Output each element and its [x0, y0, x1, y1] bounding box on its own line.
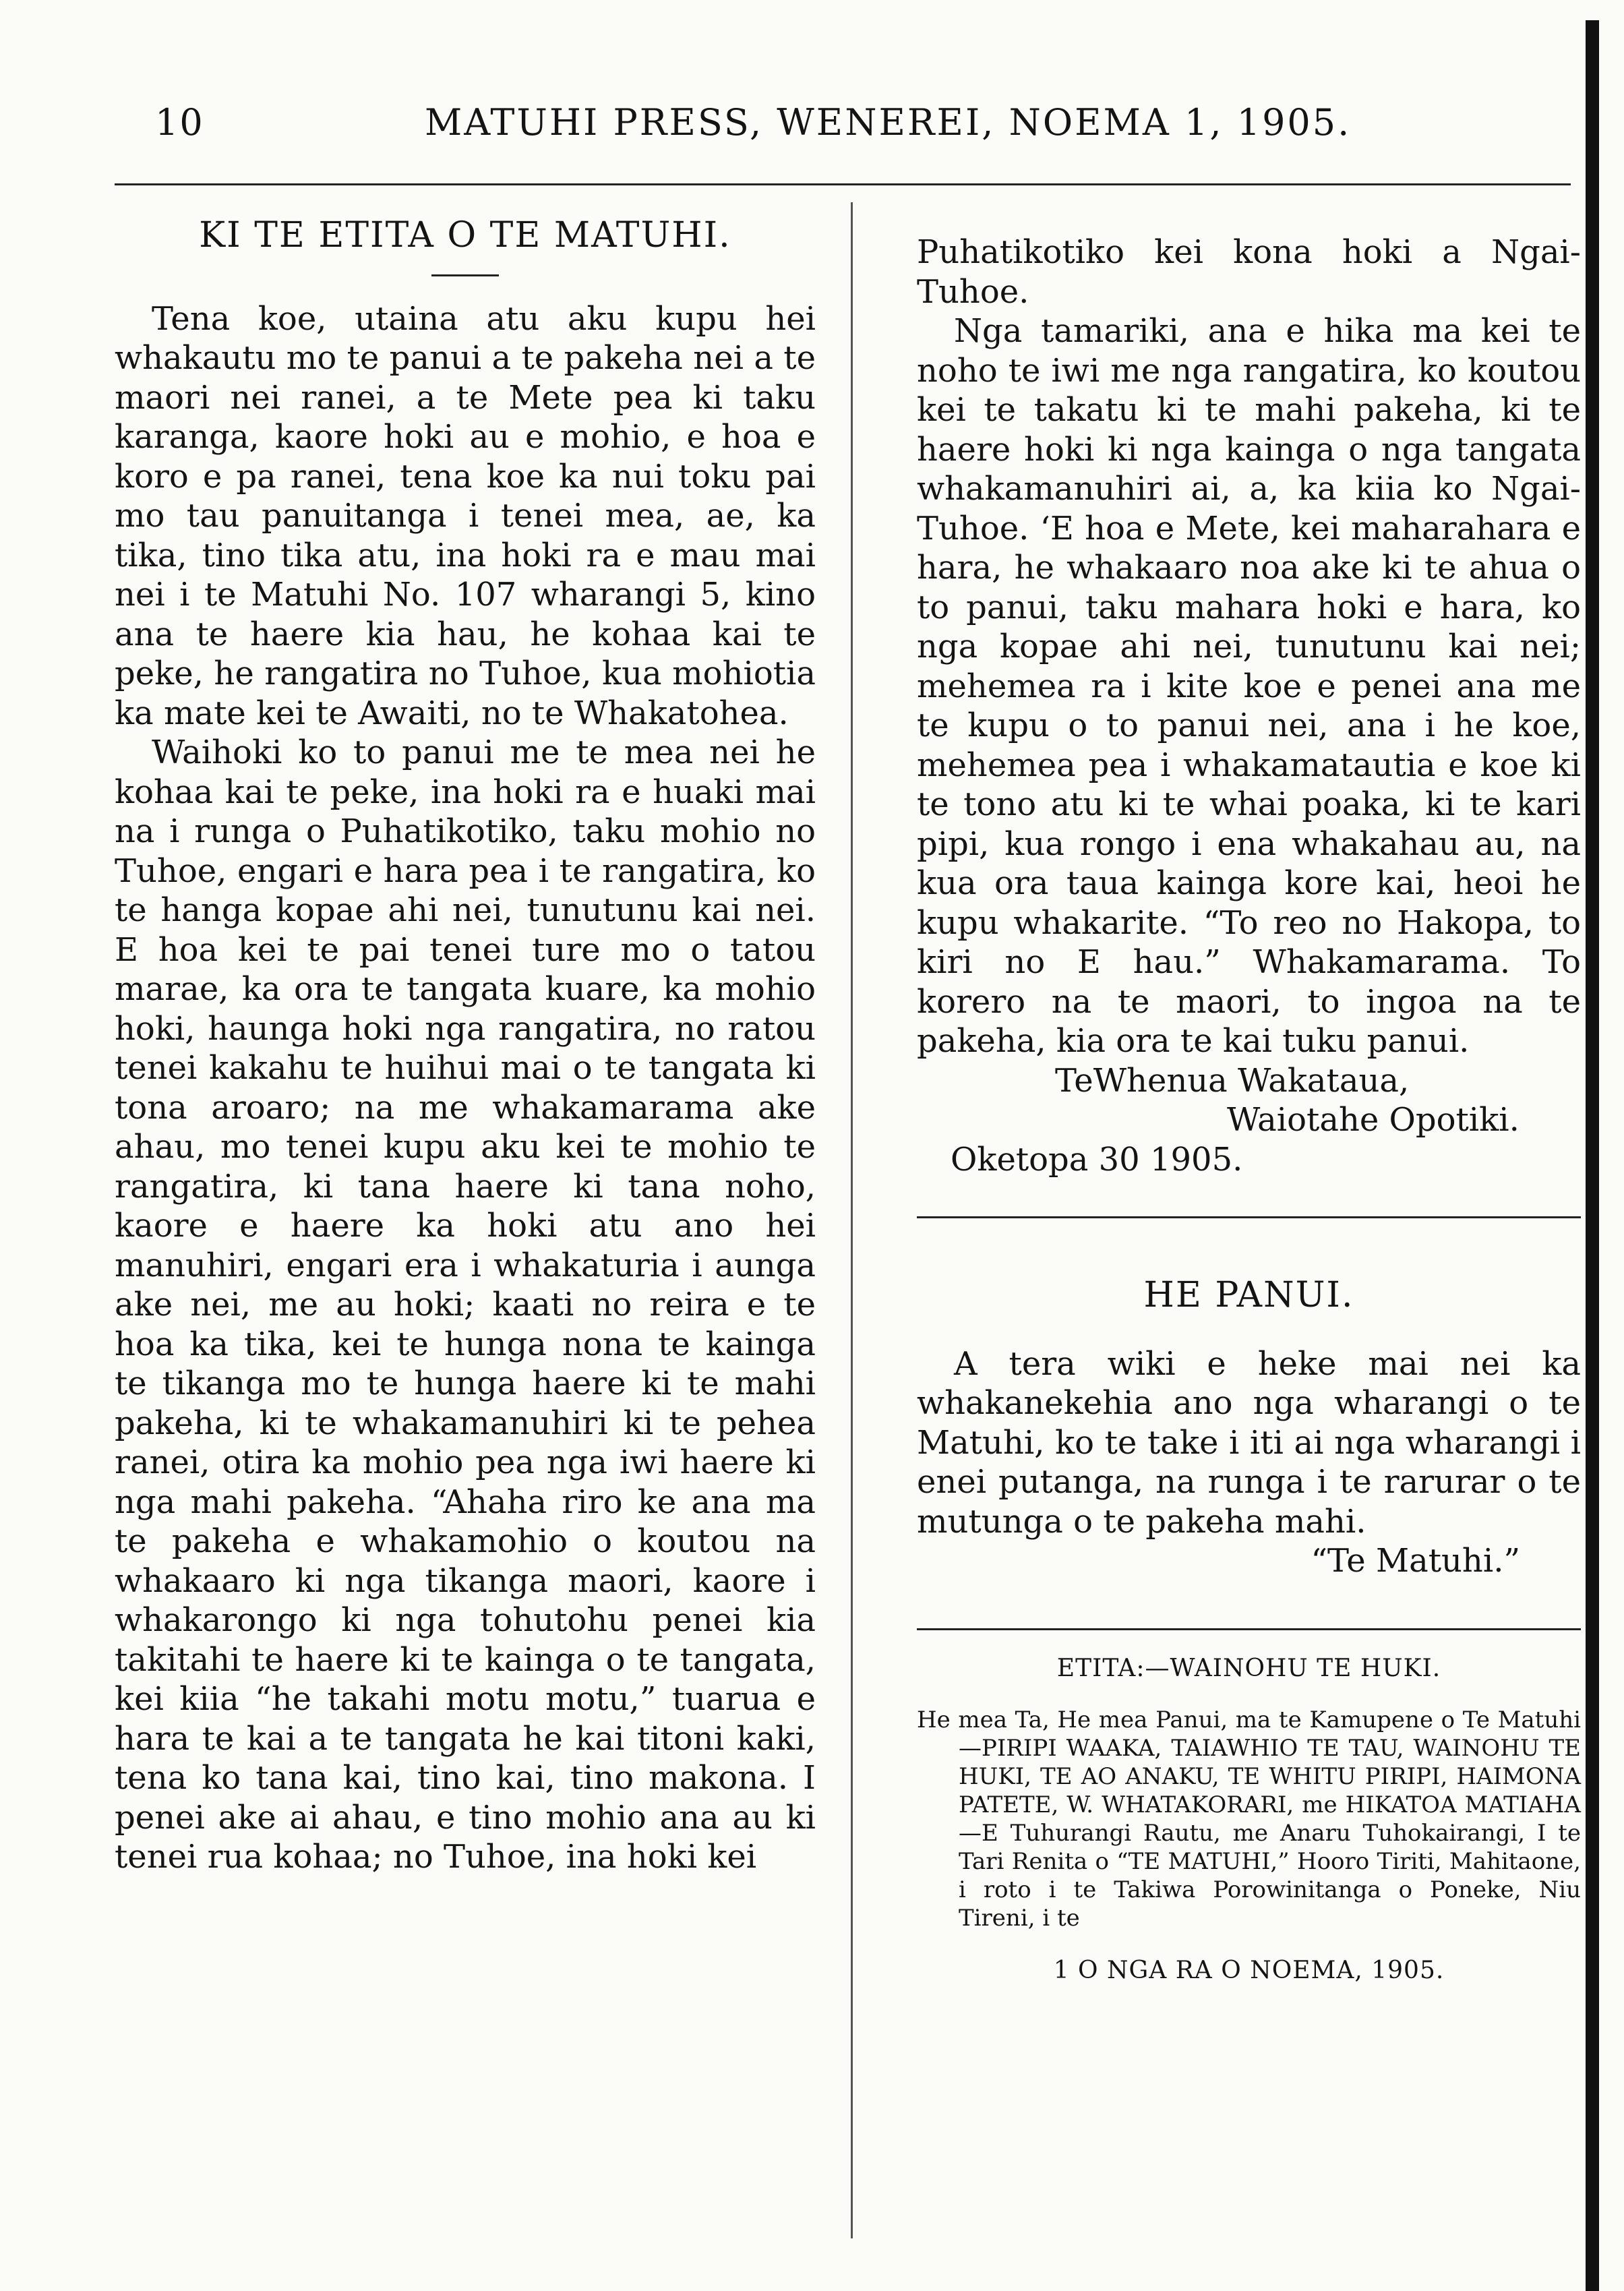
section-rule [917, 1216, 1581, 1218]
masthead [917, 1655, 1581, 1985]
notice-body: A tera wiki e heke mai nei ka whakanekehia ano nga wharangi o te Matuhi, ko te take i iti ai nga wharangi i enei putanga, na runga i te rarurar o te mutunga o te pakeha mahi. [917, 1344, 1581, 1541]
letter-paragraph: Waihoki ko to panui me te mea nei he kohaa kai te peke, ina hoki ra e huaki mai na i runga o Puhatikotiko, taku mohio no Tuhoe, engari e hara pea i te rangatira, ko te hanga kopae ahi nei, tunutunu kai nei. E hoa kei te pai tenei ture mo o tatou marae, ka ora te tangata kuare, ka mohio hoki, haunga hoki nga rangatira, no ratou tenei kakahu te huihui mai o te tangata ki tona aroaro; na me whakamarama ake ahau, mo tenei kupu aku kei te mohio te rangatira, ki tana haere ki tana noho, kaore e haere ka hoki atu ano hei manuhiri, engari era i whakaturia i aunga ake nei, me au hoki; kaati no reira e te hoa ka tika, kei te hunga nona te kainga te tikanga mo te hunga haere ki te mahi pakeha, ki te whakamanuhiri ki te pehea ranei, otira ka mohio pea nga iwi haere ki nga mahi pakeha. “Ahaha riro ke ana ma te pakeha e whakamohio o koutou na whakaaro ki nga tikanga maori, kaore i whakarongo ki nga tohutohu penei kia takitahi te haere ki te kainga o te tangata, kei kiia “he takahi motu motu,” tuarua e hara te kai a te tangata he kai titoni kaki, tena ko tana kai, tino kai, tino makona. I penei ake ai ahau, e tino mohio ana au ki tenei rua kohaa; no Tuhoe, ina hoki kei [115, 734, 816, 1876]
newspaper-title: MATUHI PRESS, WENEREI, NOEMA 1, 1905. [425, 101, 1352, 144]
notice-signature: “Te Matuhi.” [1311, 1542, 1520, 1580]
letter-paragraph: Tena koe, utaina atu aku kupu hei whakautu mo te panui a te pakeha nei a te maori nei ranei, a te Mete pea ki taku karanga, kaore hoki au e mohio, e hoa e koro e pa ranei, tena koe ka nui toku pai mo tau panuitanga i tenei mea, ae, ka tika, tino tika atu, ina hoki ra e mau mai nei i te Matuhi No. 107 wharangi 5, kino ana te haere kia hau, he kohaa kai te peke, he rangatira no Tuhoe, kua mohiotia ka mate kei te Awaiti, no te Whakatohea. [115, 299, 816, 732]
page-number: 10 [155, 101, 204, 144]
letter-heading: KI TE ETITA O TE MATUHI. [199, 215, 731, 256]
column-divider [851, 202, 853, 2238]
masthead-date: 1 O NGA RA O NOEMA, 1905. [1053, 1956, 1445, 1984]
letter-paragraph: Puhatikotiko kei kona hoki a Ngai-Tuhoe. [917, 233, 1581, 311]
masthead-body: He mea Ta, He mea Panui, ma te Kamupene o Te Matuhi—PIRIPI WAAKA, TAIAWHIO TE TAU, WAINOHU TE HUKI, TE AO ANAKU, TE WHITU PIRIPI, HAIMONA PATETE, W. WHATAKORARI, me HIKATOA MATIAHA—E Tuhurangi Rautu, me Anaru Tuhokairangi, I te Tari Renita o “TE MATUHI,” Hooro Tiriti, Mahitaone, i roto i te Takiwa Porowinitanga o Poneke, Niu Tireni, i te [917, 1706, 1581, 1932]
letter-paragraph: Nga tamariki, ana e hika ma kei te noho te iwi me nga rangatira, ko koutou kei te takatu ki te mahi pakeha, ki te haere hoki ki nga kainga o nga tangata whakamanuhiri ai, a, ka kiia ko Ngai-Tuhoe. ‘E hoa e Mete, kei maharahara e hara, he whakaaro noa ake ki te ahua o to panui, taku mahara hoki e hara, ko nga kopae ahi nei, tunutunu kai nei; mehemea ra i kite koe e penei ana me te kupu o to panui nei, ana i he koe, mehemea pea i whakamatautia e koe ki te tono atu ki te whai poaka, ki te kari pipi, kua rongo i ena whakahau au, na kua ora taua kainga kore kai, heoi he kupu whakarite. “To reo no Hakopa, to kiri no E hau.” Whakamarama. To korero na te maori, to ingoa na te pakeha, kia ora te kai tuku panui. [917, 312, 1581, 1060]
page-edge-bar [1586, 20, 1599, 2291]
section-rule [917, 1628, 1581, 1630]
letter-date: Oketopa 30 1905. [951, 1140, 1243, 1179]
left-column [115, 216, 816, 1877]
page-header [155, 101, 1557, 162]
header-rule [115, 183, 1571, 185]
notice-heading: HE PANUI. [1143, 1275, 1354, 1315]
letter-signature-name: TeWhenua Wakataua, [1055, 1061, 1410, 1100]
letter-signature-place: Waiotahe Opotiki. [1227, 1101, 1520, 1139]
right-column [917, 233, 1581, 1985]
heading-rule [431, 274, 499, 276]
masthead-title: ETITA:—WAINOHU TE HUKI. [1056, 1654, 1441, 1682]
